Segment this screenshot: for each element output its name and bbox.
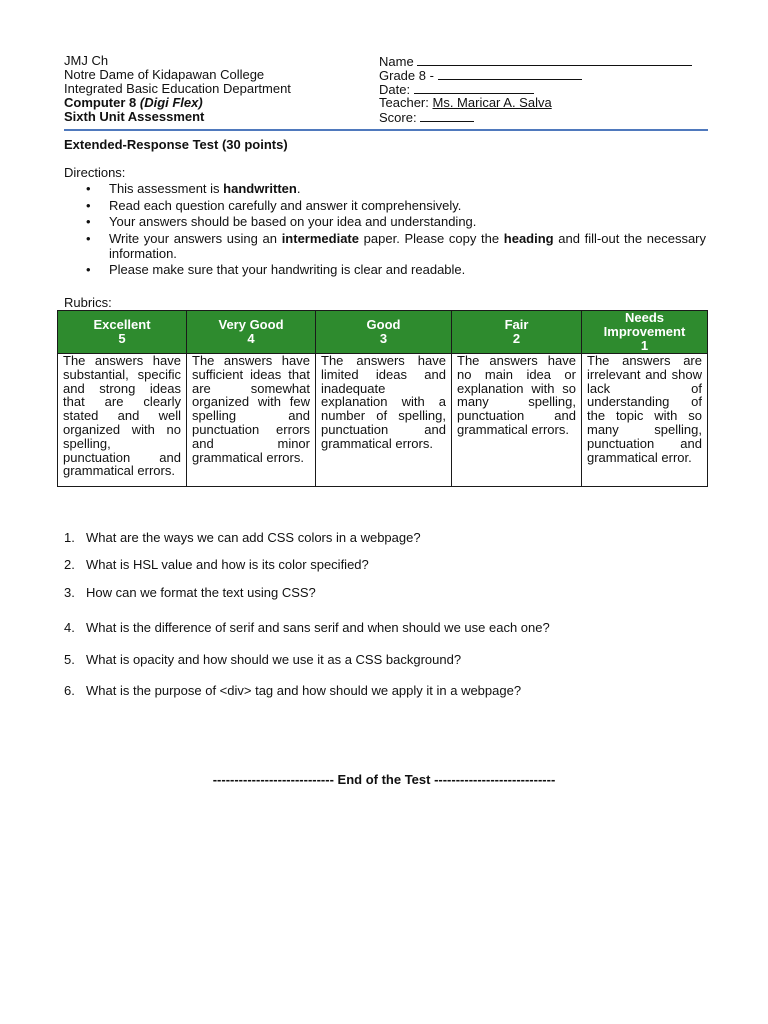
grade-label: Grade 8 - [379,68,434,83]
directions-list [86,181,706,279]
direction-text: Read each question carefully and answer it comprehensively. [109,197,462,213]
rubric-level-score: 1 [640,338,649,353]
bullet-icon: • [86,181,91,196]
rubric-description-row [58,354,708,487]
school-name: Notre Dame of Kidapawan College [64,67,265,82]
direction-text: . [296,181,301,196]
question-item [64,530,421,545]
question-item [64,652,461,667]
bullet-icon: • [86,197,91,213]
direction-text: This assessment is [109,181,224,196]
direction-emphasis: handwritten [223,181,297,196]
directions-label: Directions: [64,165,126,180]
direction-item [86,198,706,213]
name-blank[interactable] [417,54,692,66]
rubric-header-needs-improvement [582,311,708,354]
question-item [64,620,550,635]
question-number: 1. [64,530,75,545]
rubric-level-score: 2 [512,331,521,346]
name-field[interactable] [379,54,709,68]
direction-item [86,181,706,196]
header-line-jmj: JMJ Ch [64,53,109,68]
question-item [64,683,521,698]
rubric-header-excellent [58,311,187,354]
rubric-table [57,310,708,487]
rubric-level-name: Needs Improvement [603,310,686,339]
direction-text: and fill-out the necessary information. [109,230,706,261]
rubric-level-score: 5 [118,331,126,346]
direction-text: paper. Please copy the [359,230,504,246]
test-title: Extended-Response Test (30 points) [64,137,288,152]
course-title [64,96,364,110]
name-label: Name [379,54,414,69]
teacher-label: Teacher: [379,95,429,110]
rubric-cell-needs-improvement: The answers are irrelevant and show lack of understanding of the topic with so many spelling, punctuation and grammatical error. [582,354,708,487]
bullet-icon: • [86,262,91,277]
department-name: Integrated Basic Education Department [64,81,291,96]
score-label: Score: [379,110,417,125]
direction-item [86,214,706,229]
end-of-test-marker: ---------------------------- End of the Test ---------------------------- [212,772,556,787]
teacher-field [379,96,709,110]
course-name: Computer 8 [64,95,137,110]
assessment-title: Sixth Unit Assessment [64,109,205,124]
rubrics-label: Rubrics: [64,295,112,310]
rubric-cell-very-good: The answers have sufficient ideas that are somewhat organized with few spelling and punctuation errors and minor grammatical errors. [187,354,316,487]
date-blank[interactable] [414,82,534,94]
question-text: What is HSL value and how is its color specified? [86,557,369,572]
rubric-level-score: 3 [379,331,388,346]
date-field[interactable] [379,82,709,96]
rubric-header-good [316,311,452,354]
rubric-level-name: Excellent [93,317,151,332]
rubric-cell-excellent: The answers have substantial, specific and strong ideas that are clearly stated and well organized with no spelling, punctuation and grammatical errors. [58,354,187,487]
question-number: 3. [64,585,75,600]
question-number: 5. [64,652,75,667]
bullet-icon: • [86,214,91,229]
direction-emphasis: heading [503,230,554,246]
grade-field[interactable] [379,68,709,82]
rubric-level-name: Good [366,317,401,332]
question-number: 6. [64,683,75,698]
teacher-name: Ms. Maricar A. Salva [432,95,552,110]
question-text: What is the purpose of <div> tag and how should we apply it in a webpage? [86,683,522,698]
date-label: Date: [379,82,411,97]
student-info-fields [379,54,709,124]
rubric-cell-fair: The answers have no main idea or explanation with so many spelling, punctuation and grammatical errors. [452,354,582,487]
direction-text: Write your answers using an [109,230,282,246]
school-info [64,54,364,124]
question-item [64,585,316,600]
direction-emphasis: intermediate [281,230,359,246]
question-item [64,557,369,572]
question-text: What is opacity and how should we use it as a CSS background? [86,652,462,667]
rubric-header-very-good [187,311,316,354]
header-divider [64,129,708,131]
question-number: 2. [64,557,75,572]
direction-item [86,231,706,261]
rubric-level-name: Very Good [218,317,284,332]
rubric-header-row [58,311,708,354]
score-blank[interactable] [420,110,474,122]
question-text: What are the ways we can add CSS colors in a webpage? [86,530,421,545]
grade-blank[interactable] [438,68,582,80]
direction-item [86,262,706,277]
question-text: What is the difference of serif and sans serif and when should we use each one? [86,620,550,635]
bullet-icon: • [86,230,91,246]
rubric-level-score: 4 [247,331,255,346]
course-subtitle: (Digi Flex) [139,95,203,110]
question-number: 4. [64,620,75,635]
rubric-level-name: Fair [504,317,529,332]
question-text: How can we format the text using CSS? [86,585,316,600]
rubric-header-fair [452,311,582,354]
direction-text: Your answers should be based on your idea and understanding. [109,214,477,229]
score-field[interactable] [379,110,709,124]
rubric-cell-good: The answers have limited ideas and inadequate explanation with a number of spelling, punctuation and grammatical errors. [316,354,452,487]
direction-text: Please make sure that your handwriting is clear and readable. [109,262,466,277]
